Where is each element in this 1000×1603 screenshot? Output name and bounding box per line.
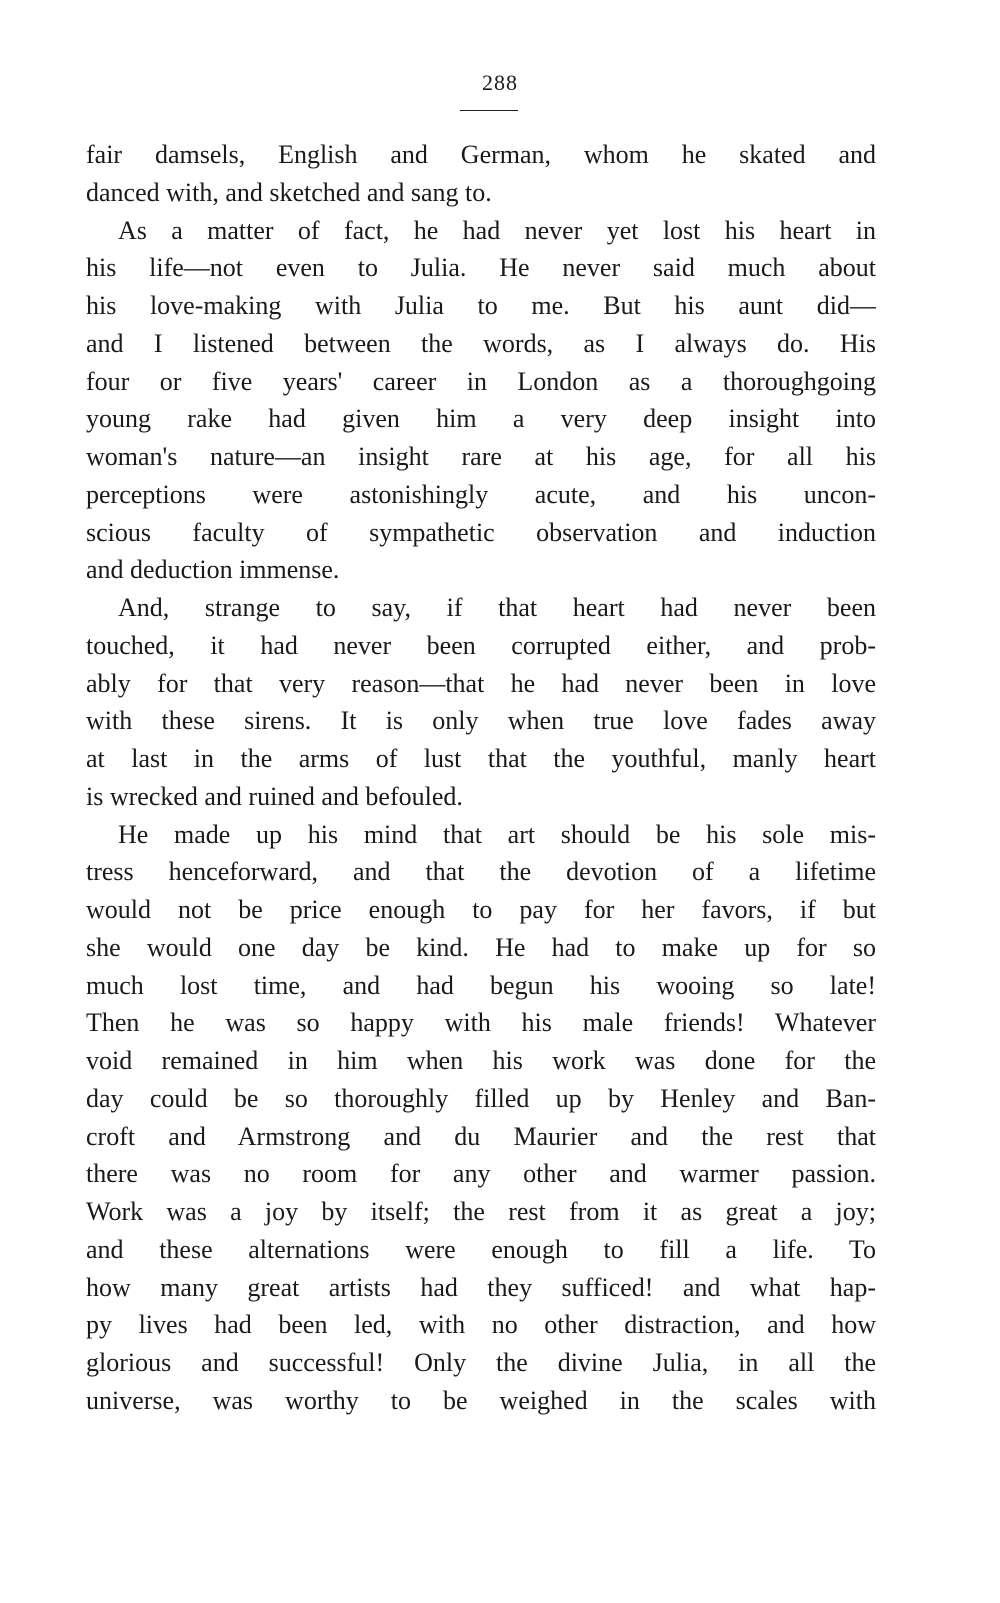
text-line: As a matter of fact, he had never yet lost his heart in	[118, 215, 876, 245]
text-line: his life—not even to Julia. He never said much about	[86, 253, 876, 283]
page-number: 288	[482, 70, 518, 95]
text-line: is wrecked and ruined and befouled.	[86, 781, 463, 811]
text-line: perceptions were astonishingly acute, and his uncon-	[86, 479, 876, 509]
text-line: and I listened between the words, as I always do. His	[86, 328, 876, 358]
text-line: his love-making with Julia to me. But his aunt did—	[86, 291, 876, 320]
text-line: there was no room for any other and warmer passion.	[86, 1159, 876, 1189]
text-line: young rake had given him a very deep insight into	[86, 404, 876, 434]
text-line: how many great artists had they sufficed! and what hap-	[86, 1272, 876, 1302]
text-line: fair damsels, English and German, whom he skated and	[86, 140, 876, 169]
text-line: she would one day be kind. He had to make up for so	[86, 932, 876, 962]
text-line: Then he was so happy with his male friends! Whatever	[86, 1008, 876, 1038]
text-line: Work was a joy by itself; the rest from it as great a joy;	[86, 1197, 876, 1226]
text-line: universe, was worthy to be weighed in the scales with	[86, 1385, 876, 1415]
text-line: much lost time, and had begun his wooing so late!	[86, 970, 876, 1000]
text-line: at last in the arms of lust that the youthful, manly heart	[86, 744, 876, 773]
text-line: would not be price enough to pay for her favors, if but	[86, 895, 876, 924]
text-line: ably for that very reason—that he had never been in love	[86, 668, 876, 698]
text-line: tress henceforward, and that the devotion of a lifetime	[86, 857, 876, 887]
text-line: and deduction immense.	[86, 555, 340, 585]
text-line: woman's nature—an insight rare at his age, for all his	[86, 442, 876, 471]
text-line: And, strange to say, if that heart had never been	[118, 593, 876, 622]
text-line: touched, it had never been corrupted either, and prob-	[86, 630, 876, 660]
text-line: He made up his mind that art should be his sole mis-	[118, 819, 876, 849]
text-line: void remained in him when his work was done for the	[86, 1046, 876, 1075]
body-text	[86, 136, 876, 1420]
text-line: day could be so thoroughly filled up by Henley and Ban-	[86, 1083, 876, 1113]
text-line: glorious and successful! Only the divine Julia, in all the	[86, 1348, 876, 1377]
text-line: croft and Armstrong and du Maurier and the rest that	[86, 1121, 876, 1151]
text-line: py lives had been led, with no other distraction, and how	[86, 1310, 876, 1340]
text-line: scious faculty of sympathetic observation and induction	[86, 517, 876, 547]
header-rule	[460, 110, 518, 111]
text-line: with these sirens. It is only when true love fades away	[86, 706, 876, 736]
text-line: danced with, and sketched and sang to.	[86, 177, 492, 207]
text-line: and these alternations were enough to fill a life. To	[86, 1234, 876, 1264]
text-line: four or five years' career in London as a thoroughgoing	[86, 366, 876, 396]
